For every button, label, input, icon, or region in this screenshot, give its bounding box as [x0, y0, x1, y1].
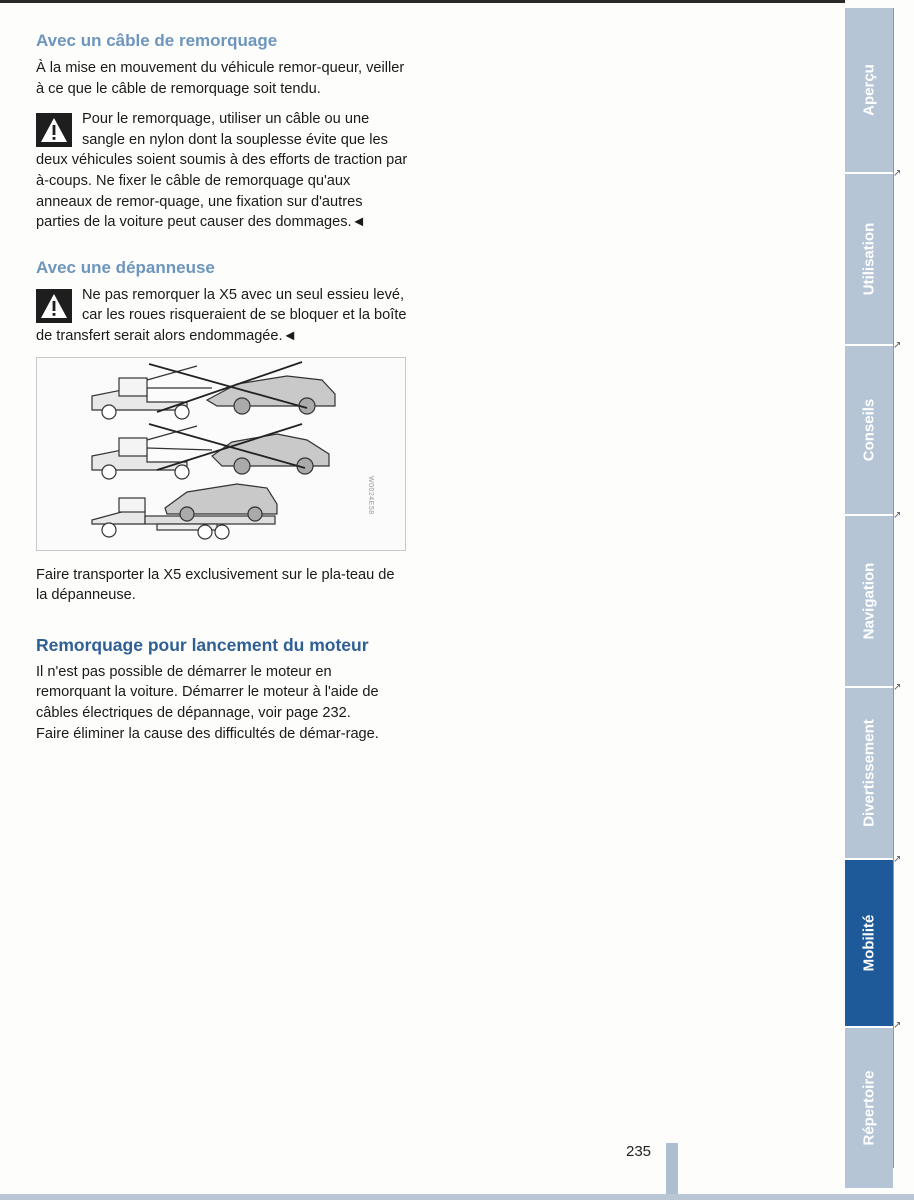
figure-code: W0024E58: [367, 475, 375, 515]
heading-tow-cable: Avec un câble de remorquage: [36, 31, 278, 50]
main-content: [36, 30, 408, 762]
tab-apercu[interactable]: Aperçu: [845, 8, 893, 174]
tab-arrow-icon: ↗: [893, 510, 902, 521]
heading-tow-start: Remorquage pour lancement du moteur: [36, 634, 369, 655]
section-tow-start: [36, 634, 408, 744]
tab-arrow-icon: ↗: [893, 168, 902, 179]
tab-divertissement[interactable]: Divertissement: [845, 688, 893, 860]
tab-arrow-icon: ↗: [893, 682, 902, 693]
section-tow-cable: [36, 30, 408, 233]
tow-truck-caption: Faire transporter la X5 exclusivement sur le pla-teau de la dépanneuse.: [36, 566, 395, 604]
bottom-rule: [0, 1194, 914, 1200]
tab-arrow-icon: ↗: [893, 1020, 902, 1031]
tab-arrow-icon: ↗: [893, 340, 902, 351]
tab-navigation[interactable]: Navigation: [845, 516, 893, 688]
tow-start-para2: Faire éliminer la cause des difficultés de démar-rage.: [36, 725, 379, 742]
warning-tow-truck: [36, 285, 408, 347]
tab-conseils[interactable]: Conseils: [845, 346, 893, 516]
flatbed-truck: [92, 484, 277, 539]
warning-triangle-icon: [36, 113, 72, 147]
heading-tow-truck: Avec une dépanneuse: [36, 257, 215, 277]
towing-illustration: [36, 357, 406, 551]
tab-mobilite[interactable]: Mobilité: [845, 860, 893, 1028]
page-marker: [666, 1143, 678, 1195]
tab-edge: [893, 8, 908, 1168]
warning-tow-truck-text: Ne pas remorquer la X5 avec un seul essieu levé, car les roues risqueraient de se bloquer et la boîte de transfert serait alors endommagée.◄: [36, 286, 407, 344]
warning-triangle-icon: [36, 289, 72, 323]
tab-repertoire[interactable]: Répertoire: [845, 1028, 893, 1190]
warning-tow-cable-text: Pour le remorquage, utiliser un câble ou une sangle en nylon dont la souplesse évite que les deux véhicules soient soumis à des efforts de traction par à-coups. Ne fixer le câble de remorquage qu'aux anneaux de remor-quage, une fixation sur d'autres parties de la voiture peut causer des dommages.◄: [36, 111, 408, 231]
tow-cable-intro: À la mise en mouvement du véhicule remor-queur, veiller à ce que le câble de remorquage soit tendu.: [36, 60, 405, 97]
tow-start-para1: Il n'est pas possible de démarrer le moteur en remorquant la voiture. Démarrer le moteur à l'aide de câbles électriques de dépannage, voir page 232.: [36, 663, 379, 721]
tab-arrow-icon: ↗: [893, 854, 902, 865]
tab-utilisation[interactable]: Utilisation: [845, 174, 893, 346]
chapter-tabs: [845, 8, 907, 1178]
warning-tow-cable: [36, 109, 408, 233]
page-number: 235: [626, 1143, 652, 1160]
top-rule: [0, 0, 845, 3]
towing-diagram: [37, 358, 405, 550]
section-tow-truck: [36, 257, 408, 606]
